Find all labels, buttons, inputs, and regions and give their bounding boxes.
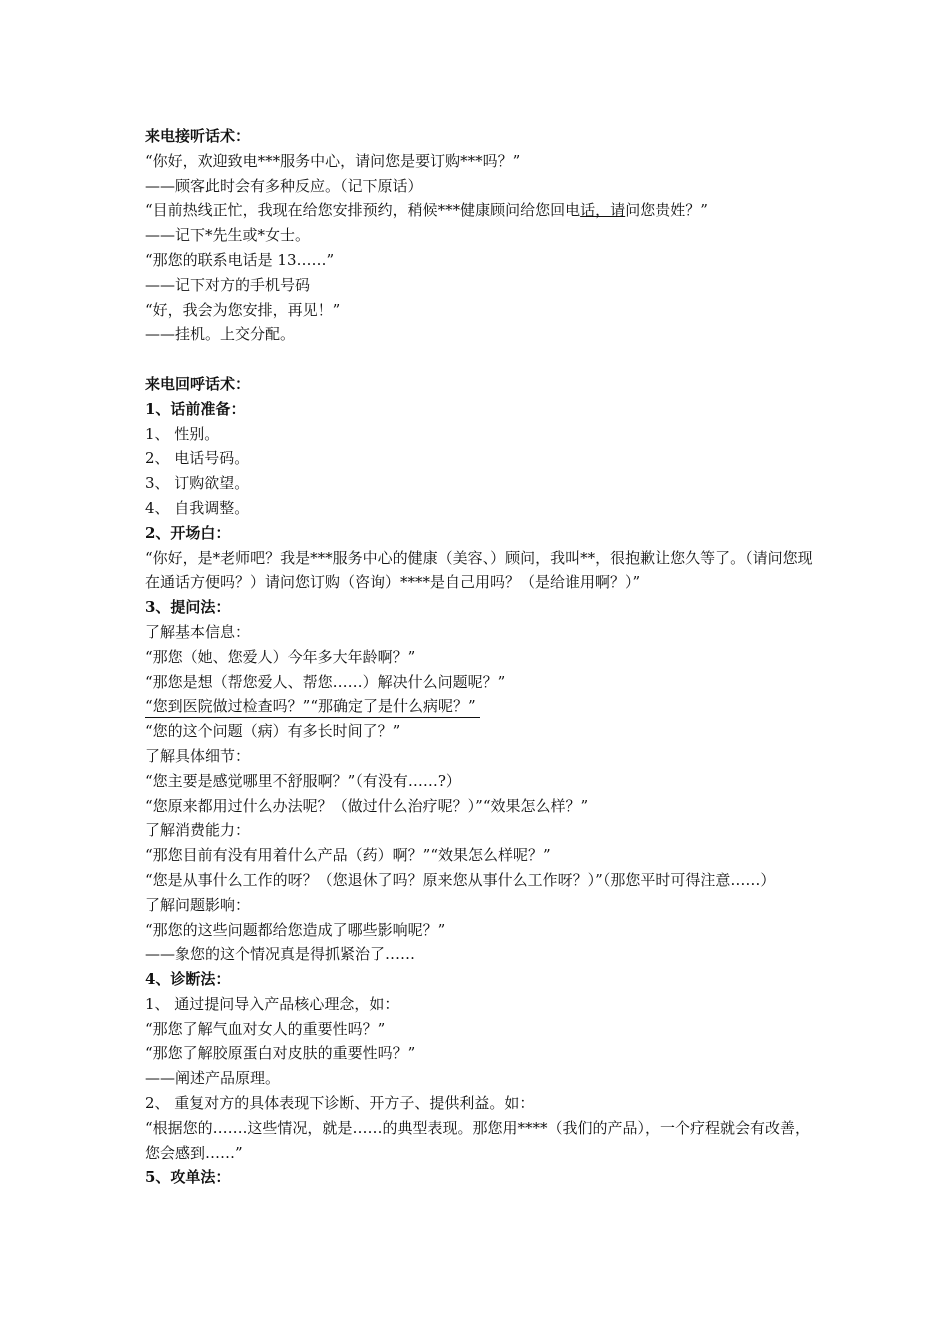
script-line: ——记下*先生或*女士。 bbox=[145, 226, 311, 245]
opening-paragraph: “你好，是*老师吧？我是***服务中心的健康（美容、）顾问，我叫**，很抱歉让您久等了。（请问您现在通话方便吗？）请问您订购（咨询）****是自己用吗？（是给谁用啊？）” bbox=[145, 548, 813, 592]
script-line: “您主要是感觉哪里不舒服啊？”（有没有……?） bbox=[145, 771, 461, 790]
script-paragraph: “您是从事什么工作的呀？（您退休了吗？原来您从事什么工作呀？）”（那您平时可得注意……） bbox=[145, 870, 776, 889]
section-heading-incoming: 来电接听话术： bbox=[145, 127, 251, 145]
subheading-diagnosis: 4、诊断法： bbox=[145, 970, 231, 989]
script-paragraph: “根据您的…….这些情况，就是……的典型表现。那您用****（我们的产品），一个疗程就会有改善，您会感到……” bbox=[145, 1118, 810, 1162]
script-line: “那您（她、您爱人）今年多大年龄啊？” bbox=[145, 647, 416, 666]
list-item: 2、 电话号码。 bbox=[145, 449, 250, 468]
script-line: ——顾客此时会有多种反应。（记下原话） bbox=[145, 176, 423, 195]
document-body bbox=[145, 124, 815, 1190]
script-line bbox=[145, 694, 815, 719]
script-line: “那您的联系电话是 13……” bbox=[145, 250, 335, 269]
topic-label: 了解基本信息： bbox=[145, 622, 251, 641]
script-line: 1、 通过提问导入产品核心理念，如： bbox=[145, 994, 400, 1013]
script-line: “你好，欢迎致电***服务中心，请问您是要订购***吗？” bbox=[145, 151, 521, 170]
list-item: 3、 订购欲望。 bbox=[145, 474, 250, 493]
topic-label: 了解问题影响： bbox=[145, 895, 251, 914]
topic-label: 了解消费能力： bbox=[145, 821, 251, 840]
script-line: ——挂机。上交分配。 bbox=[145, 325, 296, 344]
script-line: “那您了解气血对女人的重要性吗？” bbox=[145, 1019, 386, 1038]
script-line: “那您了解胶原蛋白对皮肤的重要性吗？” bbox=[145, 1044, 416, 1063]
subheading-closing: 5、攻单法： bbox=[145, 1168, 231, 1187]
script-text: “目前热线正忙，我现在给您安排预约，稍候***健康顾问给您回电 bbox=[145, 201, 581, 220]
topic-label: 了解具体细节： bbox=[145, 746, 251, 765]
script-line: ——记下对方的手机号码 bbox=[145, 275, 311, 294]
script-line: ——阐述产品原理。 bbox=[145, 1069, 281, 1088]
script-text: 问您贵姓？” bbox=[625, 201, 708, 220]
list-item: 4、 自我调整。 bbox=[145, 498, 250, 517]
script-line: “好，我会为您安排，再见！” bbox=[145, 300, 341, 319]
underlined-text: “您到医院做过检查吗？”“那确定了是什么病呢？” bbox=[145, 695, 480, 718]
subheading-opening: 2、开场白： bbox=[145, 523, 231, 542]
script-line: “您的这个问题（病）有多长时间了？” bbox=[145, 722, 401, 741]
script-line: “那您是想（帮您爱人、帮您……）解决什么问题呢？” bbox=[145, 672, 506, 691]
script-line: 2、 重复对方的具体表现下诊断、开方子、提供利益。如： bbox=[145, 1094, 535, 1113]
script-line: “您原来都用过什么办法呢？（做过什么治疗呢？）”“效果怎么样？” bbox=[145, 796, 589, 815]
script-line: ——象您的这个情况真是得抓紧治了…… bbox=[145, 945, 416, 964]
underlined-text: 话，请 bbox=[580, 201, 626, 220]
script-line bbox=[145, 198, 815, 223]
section-heading-callback: 来电回呼话术： bbox=[145, 374, 251, 393]
blank-line bbox=[145, 347, 815, 372]
script-line: “那您的这些问题都给您造成了哪些影响呢？” bbox=[145, 920, 446, 939]
list-item: 1、 性别。 bbox=[145, 424, 220, 443]
subheading-questioning: 3、提问法： bbox=[145, 598, 231, 617]
script-line: “那您目前有没有用着什么产品（药）啊？”“效果怎么样呢？” bbox=[145, 846, 551, 865]
subheading-prep: 1、话前准备： bbox=[145, 399, 246, 418]
